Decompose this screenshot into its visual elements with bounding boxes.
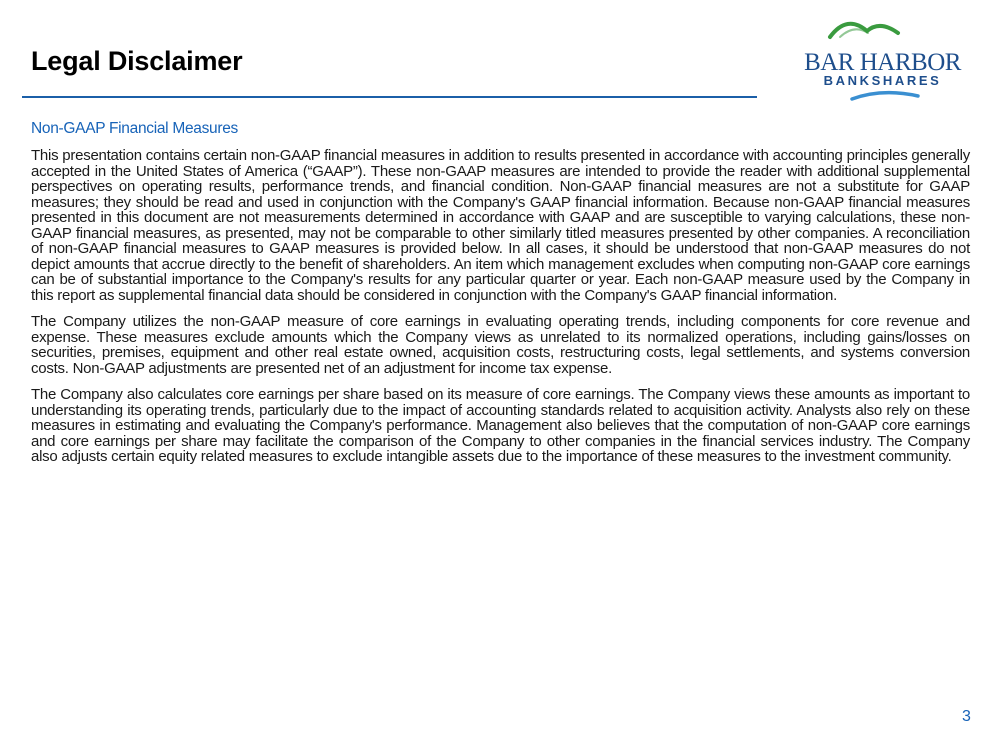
page-title: Legal Disclaimer xyxy=(31,46,243,76)
paragraph-core-earnings: The Company utilizes the non-GAAP measure of core earnings in evaluating operating trends, including components for core revenue and expense. These measures exclude amounts which the Company views as unrelated to its normalized operations, including gains/losses on securities, premises, equipment and other real estate owned, acquisition costs, restructuring costs, legal settlements, and systems conversion costs. Non-GAAP adjustments are presented net of an adjustment for income tax expense. xyxy=(31,313,970,377)
page-number: 3 xyxy=(962,708,971,725)
logo-wordmark-bottom: BANKSHARES xyxy=(823,73,942,88)
paragraph-core-eps: The Company also calculates core earnings per share based on its measure of core earnings. The Company views these amounts as important to understanding its operating trends, particularly due to the impact of accounting standards related to acquisition activity. Analysts also rely on these measures in estimating and evaluating the Company's performance. Management also believes that the computation of non-GAAP core earnings and core earnings per share may facilitate the comparison of the Company to other companies in the financial services industry. The Company also adjusts certain equity related measures to exclude intangible assets due to the importance of these measures to the investment community. xyxy=(31,386,970,465)
disclaimer-body xyxy=(31,148,970,476)
title-divider xyxy=(22,96,757,98)
company-logo xyxy=(800,16,965,106)
section-heading: Non-GAAP Financial Measures xyxy=(31,120,238,137)
paragraph-non-gaap-overview: This presentation contains certain non-GAAP financial measures in addition to results presented in accordance with accounting principles generally accepted in the United States of America (“GAAP”). These non-GAAP measures are intended to provide the reader with additional supplemental perspectives on operating results, performance trends, and financial condition. Non-GAAP financial measures are not a substitute for GAAP measures; they should be read and used in conjunction with the Company's GAAP financial information. Because non-GAAP financial measures presented in this document are not measurements determined in accordance with GAAP and are susceptible to varying calculations, these non-GAAP financial measures, as presented, may not be comparable to other similarly titled measures presented by other companies. A reconciliation of non-GAAP financial measures to GAAP measures is provided below. In all cases, it should be understood that non-GAAP measures do not depict amounts that accrue directly to the benefit of shareholders. An item which management excludes when computing non-GAAP core earnings can be of substantial importance to the Company's results for any particular quarter or year. Each non-GAAP measure used by the Company in this report as supplemental financial data should be considered in conjunction with the Company's GAAP financial information. xyxy=(31,147,970,304)
logo-wordmark-top: BAR HARBOR xyxy=(804,49,961,76)
